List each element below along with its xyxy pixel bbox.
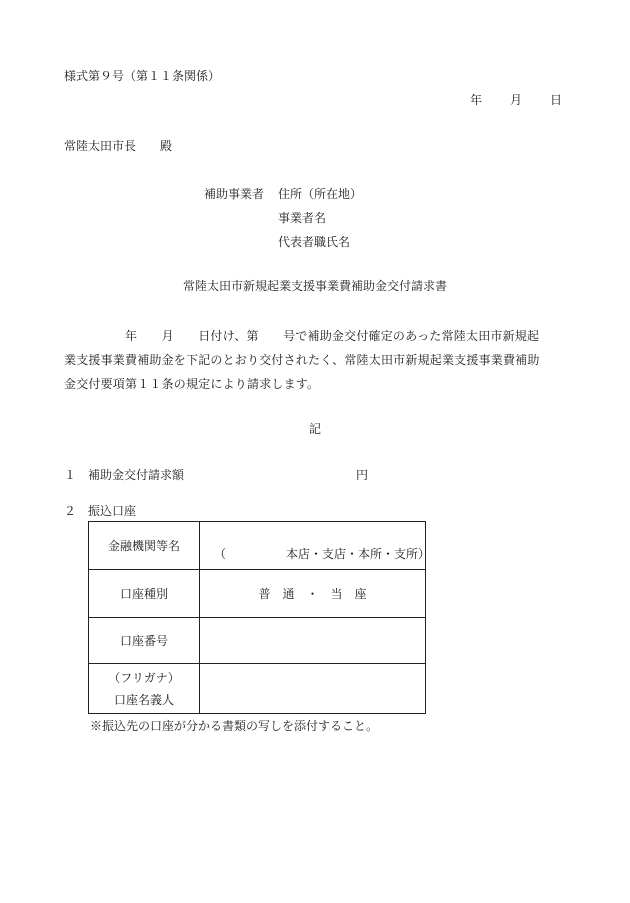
- date-month: 月: [510, 93, 523, 107]
- body-text: [64, 324, 564, 396]
- table-row: [89, 522, 426, 570]
- address-label: 住所（所在地）: [278, 187, 363, 201]
- applicant-block: [204, 186, 362, 258]
- item1-number: １: [64, 468, 77, 482]
- account-type-options[interactable]: 普 通 ・ 当 座: [200, 570, 426, 618]
- item2-number: ２: [64, 504, 77, 518]
- financial-institution-field[interactable]: [200, 522, 431, 570]
- body-line-2: 業支援事業費補助金を下記のとおり交付されたく、常陸太田市新規起業支援事業費補助: [64, 353, 540, 367]
- account-number-label: 口座番号: [89, 618, 200, 664]
- addressee: 常陸太田市長 殿: [64, 139, 173, 153]
- attachment-note: ※振込先の口座が分かる書類の写しを添付すること。: [90, 719, 379, 733]
- date-day: 日: [550, 93, 563, 107]
- body-line-1: 年 月 日付け、第 号で補助金交付確定のあった常陸太田市新規起: [64, 329, 540, 343]
- item-request-amount: [64, 467, 369, 483]
- business-name-label: 事業者名: [278, 211, 327, 225]
- table-row: [89, 664, 426, 714]
- item2-label: 振込口座: [88, 504, 137, 518]
- account-holder-label-cell: [89, 664, 200, 714]
- date-line: [470, 92, 562, 108]
- branch-options: （ 本店・支店・本所・支所）: [214, 547, 431, 561]
- representative-label: 代表者職氏名: [278, 235, 351, 249]
- furigana-label: （フリガナ）: [108, 670, 180, 685]
- account-number-field[interactable]: [200, 618, 426, 664]
- item1-unit: 円: [356, 468, 369, 482]
- bank-account-table: [88, 521, 431, 714]
- item-bank-account: [64, 503, 136, 519]
- table-row: [89, 618, 426, 664]
- ki-heading: 記: [308, 422, 321, 436]
- account-holder-label: 口座名義人: [113, 692, 174, 707]
- account-type-label: 口座種別: [89, 570, 200, 618]
- body-line-3: 金交付要項第１１条の規定により請求します。: [64, 377, 320, 391]
- table-row: [89, 570, 426, 618]
- date-year: 年: [470, 93, 483, 107]
- financial-institution-label: 金融機関等名: [89, 522, 200, 570]
- document-title: 常陸太田市新規起業支援事業費補助金交付請求書: [182, 279, 447, 293]
- applicant-role: 補助事業者: [204, 187, 265, 201]
- form-number: 様式第９号（第１１条関係）: [64, 69, 221, 83]
- account-holder-field[interactable]: [200, 664, 426, 714]
- item1-label: 補助金交付請求額: [88, 468, 185, 482]
